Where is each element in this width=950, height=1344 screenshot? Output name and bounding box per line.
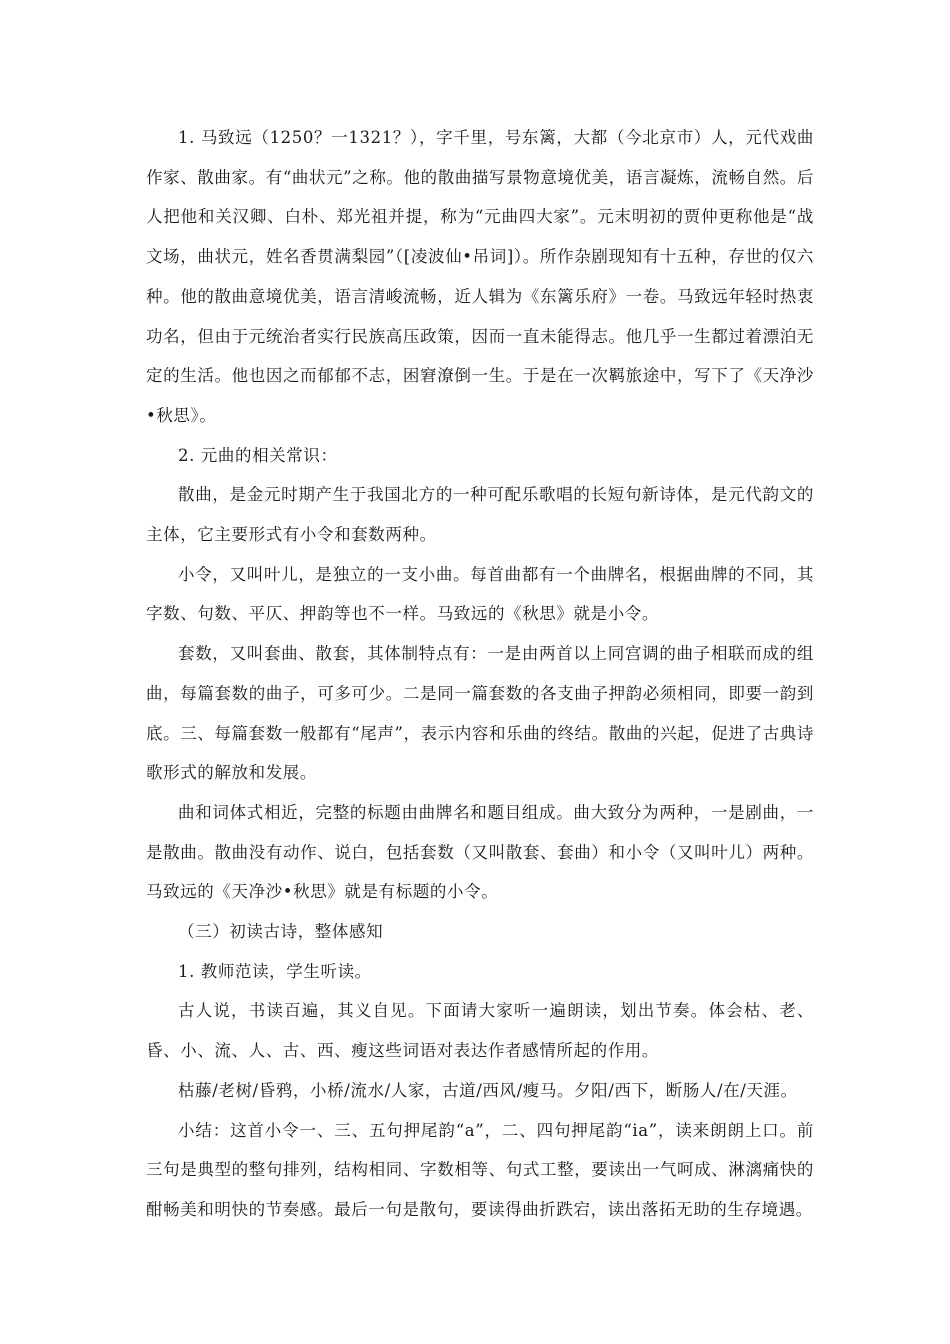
heading-yuanqu-knowledge: 2. 元曲的相关常识： [178, 445, 338, 465]
paragraph-taoshu: 套数，又叫套曲、散套，其体制特点有：一是由两首以上同宫调的曲子相联而成的组曲，每篇套数的曲子，可多可少。二是同一篇套数的各支曲子押韵必须相同，即要一韵到底。三、每篇套数一般都有“尾声”，表示内容和乐曲的终结。散曲的兴起，促进了古典诗歌形式的解放和发展。 [146, 644, 814, 783]
paragraph-ma-zhiyuan-bio: 1. 马致远（1250？一1321？），字千里，号东篱，大都（今北京市）人，元代戏曲作家、散曲家。有“曲状元”之称。他的散曲描写景物意境优美，语言凝炼，流畅自然。后人把他和关汉卿、白朴、郑光祖并提，称为“元曲四大家”。元末明初的贾仲更称他是“战文场，曲状元，姓名香贯满梨园”（[凌波仙•吊词]）。所作杂剧现知有十五种，存世的仅六种。他的散曲意境优美，语言清峻流畅，近人辑为《东篱乐府》一卷。马致远年轻时热衷功名，但由于元统治者实行民族高压政策，因而一直未能得志。他几乎一生都过着漂泊无定的生活。他也因之而郁郁不志，困窘潦倒一生。于是在一次羁旅途中，写下了《天净沙•秋思》。 [146, 128, 814, 425]
document-body [146, 118, 814, 1230]
paragraph-poem-rhythm: 枯藤/老树/昏鸦，小桥/流水/人家，古道/西风/瘦马。夕阳/西下，断肠人/在/天涯。 [178, 1080, 798, 1100]
paragraph-sanqu-definition: 散曲，是金元时期产生于我国北方的一种可配乐歌唱的长短句新诗体，是元代韵文的主体，它主要形式有小令和套数两种。 [146, 485, 814, 545]
step-teacher-reading: 1. 教师范读，学生听读。 [178, 961, 372, 981]
paragraph-xiaoling: 小令，又叫叶儿，是独立的一支小曲。每首曲都有一个曲牌名，根据曲牌的不同，其字数、句数、平仄、押韵等也不一样。马致远的《秋思》就是小令。 [146, 564, 814, 624]
paragraph-reading-instruction: 古人说，书读百遍，其义自见。下面请大家听一遍朗读，划出节奏。体会枯、老、昏、小、流、人、古、西、瘦这些词语对表达作者感情所起的作用。 [146, 1001, 814, 1061]
paragraph-qu-and-ci: 曲和词体式相近，完整的标题由曲牌名和题目组成。曲大致分为两种，一是剧曲，一是散曲。散曲没有动作、说白，包括套数（又叫散套、套曲）和小令（又叫叶儿）两种。马致远的《天净沙•秋思》就是有标题的小令。 [146, 802, 814, 902]
paragraph-summary: 小结：这首小令一、三、五句押尾韵“a”，二、四句押尾韵“ia”，读来朗朗上口。前三句是典型的整句排列，结构相同、字数相等、句式工整，要读出一气呵成、淋漓痛快的酣畅美和明快的节奏感。最后一句是散句，要读得曲折跌宕，读出落拓无助的生存境遇。 [146, 1120, 814, 1219]
section-heading-first-reading: （三）初读古诗，整体感知 [178, 922, 384, 942]
